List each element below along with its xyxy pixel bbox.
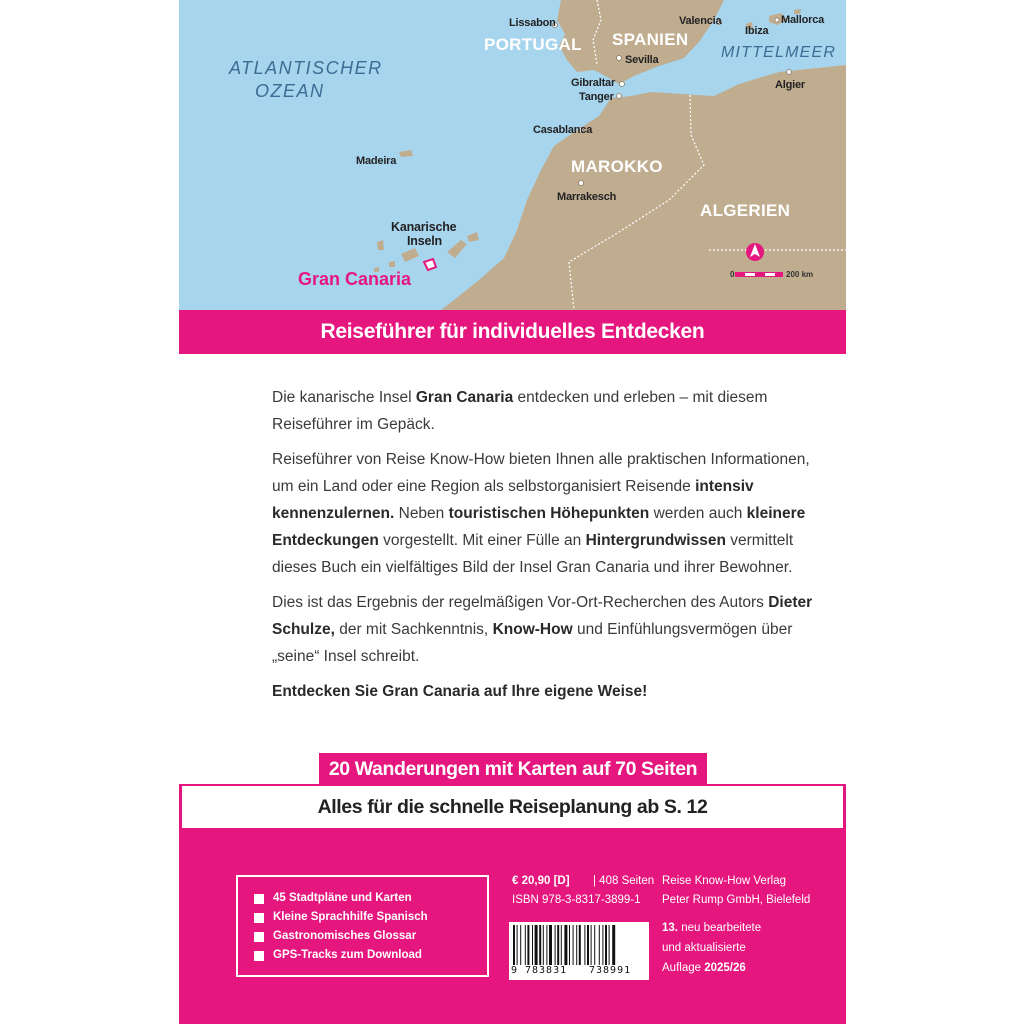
canary-island-lp (377, 240, 384, 250)
label-gibraltar: Gibraltar (571, 77, 616, 89)
dot-marrakesch (579, 181, 584, 186)
checkbox-icon (254, 932, 264, 942)
dot-sevilla (617, 56, 622, 61)
madeira-island (399, 150, 413, 157)
feature-item: Gastronomisches Glossar (254, 927, 487, 946)
region-map (179, 0, 846, 310)
label-madeira: Madeira (356, 155, 397, 167)
checkbox-icon (254, 913, 264, 923)
label-algeria: ALGERIEN (700, 201, 791, 220)
barcode-digit-lead: 9 (511, 965, 518, 976)
feature-item: 45 Stadtpläne und Karten (254, 889, 487, 908)
label-morocco: MAROKKO (571, 157, 663, 176)
feature-list (236, 875, 489, 977)
scale-end: 200 km (786, 270, 814, 279)
north-arrow-icon (746, 243, 764, 261)
isbn: ISBN 978-3-8317-3899-1 (512, 894, 641, 906)
edition-line-3: Auflage 2025/26 (662, 962, 746, 974)
label-ibiza: Ibiza (745, 25, 769, 37)
feature-item: Kleine Sprachhilfe Spanisch (254, 908, 487, 927)
paragraph-1: Die kanarische Insel Gran Canaria entdecken und erleben – mit diesem Reiseführer im Gepäck. (272, 389, 768, 433)
edition-line-2: und aktualisierte (662, 942, 746, 954)
dot-gibraltar (620, 82, 625, 87)
scale-bar (735, 272, 783, 277)
label-spain: SPANIEN (612, 30, 689, 49)
barcode (509, 922, 649, 980)
canary-island-go (389, 261, 395, 267)
dot-tanger (617, 94, 622, 99)
hikes-tag: 20 Wanderungen mit Karten auf 70 Seiten (319, 753, 707, 786)
edition-line-1: 13. neu bearbeitete (662, 922, 762, 934)
label-marrakesch: Marrakesch (557, 191, 617, 203)
publisher-line-1: Reise Know-How Verlag (662, 875, 787, 887)
barcode-digits-right: 738991 (589, 965, 632, 976)
dot-mallorca (775, 18, 779, 22)
label-sevilla: Sevilla (625, 54, 659, 66)
dot-algier (787, 70, 792, 75)
label-gran-canaria: Gran Canaria (298, 269, 412, 289)
label-tanger: Tanger (579, 91, 614, 103)
label-lissabon: Lissabon (509, 17, 556, 29)
canary-island-fv (447, 240, 467, 258)
paragraph-2: Reiseführer von Reise Know-How bieten Ihnen alle praktischen Informationen, um ein Land oder eine Region als selbstorganisiert Reisende intensiv kennenzulernen. Neben touristischen Höhepunkten werden auch kleinere Entdeckungen vorgestellt. Mit einer Fülle an Hintergrundwissen vermittelt dieses Buch ein vielfältiges Bild der Insel Gran Canaria und ihrer Bewohner. (272, 451, 810, 576)
description (272, 384, 817, 713)
checkbox-icon (254, 951, 264, 961)
label-mediterranean: MITTELMEER (721, 44, 837, 61)
checkbox-icon (254, 894, 264, 904)
label-valencia: Valencia (679, 15, 722, 27)
canary-island-lz (467, 232, 479, 242)
header-band: Reiseführer für individuelles Entdecken (179, 310, 846, 354)
label-canary-1: Kanarische (391, 220, 457, 234)
label-mallorca: Mallorca (781, 14, 825, 26)
label-algier: Algier (775, 79, 805, 91)
book-back-cover (179, 0, 846, 1024)
label-portugal: PORTUGAL (484, 35, 582, 54)
paragraph-3: Dies ist das Ergebnis der regelmäßigen Vor-Ort-Recherchen des Autors Dieter Schulze, der mit Sachkenntnis, Know-How und Einfühlungsvermögen über „seine“ Insel schreibt. (272, 594, 813, 665)
page-count: | 408 Seiten (593, 875, 655, 887)
scale-start: 0 (730, 270, 735, 279)
label-canary-2: Inseln (407, 234, 442, 248)
feature-item: GPS-Tracks zum Download (254, 946, 487, 965)
label-atlantic-2: OZEAN (255, 81, 325, 101)
barcode-bars-icon (509, 922, 649, 968)
paragraph-4: Entdecken Sie Gran Canaria auf Ihre eigene Weise! (272, 683, 648, 700)
gran-canaria-island (424, 259, 436, 270)
barcode-digits-left: 783831 (525, 965, 568, 976)
label-atlantic-1: ATLANTISCHER (229, 58, 383, 78)
publisher-line-2: Peter Rump GmbH, Bielefeld (662, 894, 811, 906)
planning-banner: Alles für die schnelle Reiseplanung ab S. 12 (182, 786, 843, 828)
price: € 20,90 [D] (512, 875, 570, 887)
canary-island-tf (401, 248, 419, 262)
label-casablanca: Casablanca (533, 124, 593, 136)
